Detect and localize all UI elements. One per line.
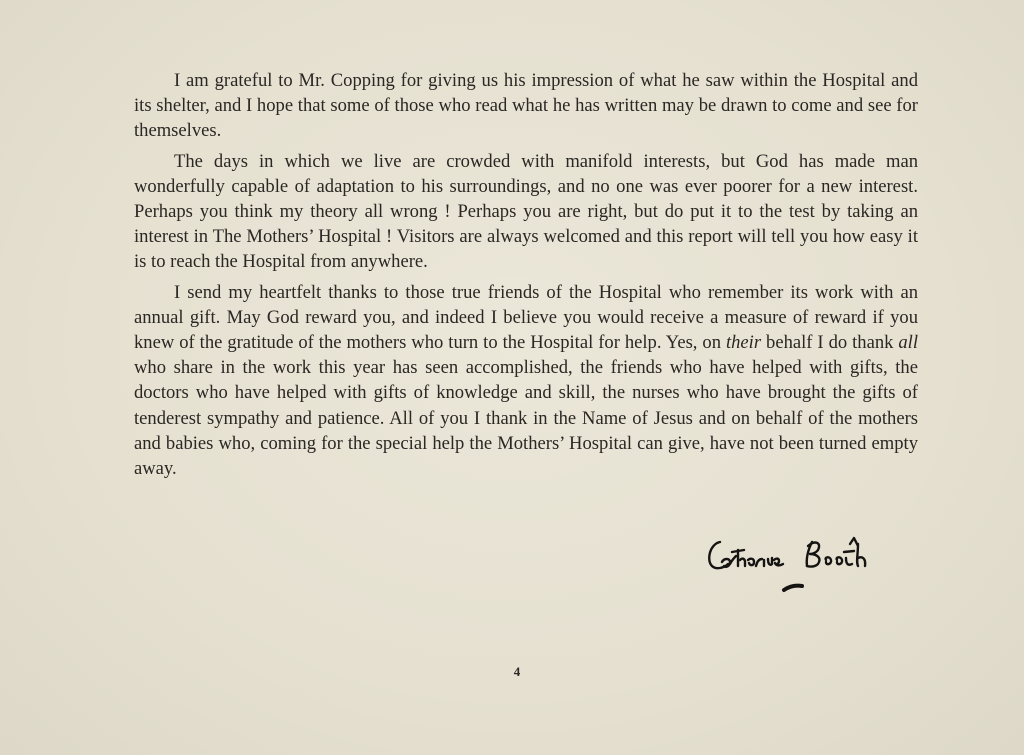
paragraph xyxy=(134,149,918,275)
text-segment: I send my heartfelt thanks to those true friends of the Hospital who remember its work with an annual gift. May God reward you, and indeed I believe you would receive a measure of reward if you knew of the gratitude of the mothers who turn to the Hospital for help. Yes, on xyxy=(134,281,918,354)
letter-body xyxy=(134,68,918,486)
text-segment: behalf I do thank xyxy=(761,332,899,354)
handwritten-signature xyxy=(704,528,888,604)
italic-text: all xyxy=(898,332,919,354)
paragraph xyxy=(134,68,918,144)
text-segment: I am grateful to Mr. Copping for giving us his impression of what he saw within the Hospital and its shelter, and I hope that some of those who read what he has written may be drawn to come and see for themselves. xyxy=(134,70,918,142)
text-segment: who share in the work this year has seen accomplished, the friends who have helped with gifts, the doctors who have helped with gifts of knowledge and skill, the nurses who have brought the gifts of tenderest sympathy and patience. All of you I thank in the Name of Jesus and on behalf of the mothers and babies who, coming for the special help the Mothers’ Hospital can give, have not been turned empty away. xyxy=(134,357,918,480)
paragraph xyxy=(134,280,918,482)
page-number: 4 xyxy=(513,664,521,679)
text-segment: The days in which we live are crowded with manifold interests, but God has made man wonderfully capable of adaptation to his surroundings, and no one was ever poorer for a new interest. Perhaps you think my theory all wrong ! Perhaps you are right, but do put it to the test by taking an interest in The Mothers’ Hospital ! Visitors are always welcomed and this report will tell you how easy it is to reach the Hospital from anywhere. xyxy=(134,150,918,273)
italic-text: their xyxy=(725,332,762,354)
